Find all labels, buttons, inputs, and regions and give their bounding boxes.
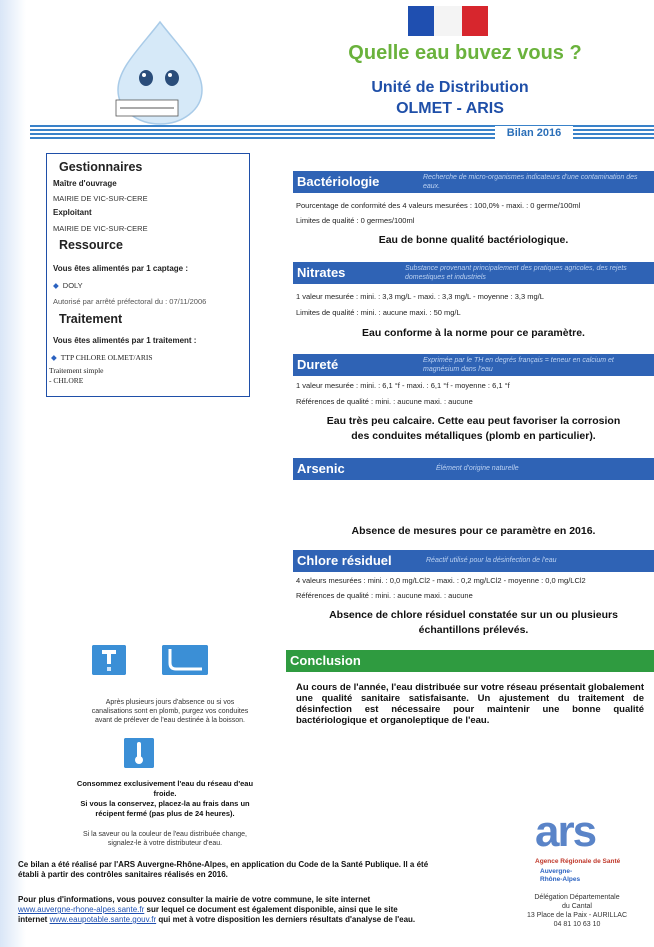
section-description: Recherche de micro-organismes indicateurs d'une contamination des eaux. xyxy=(423,174,638,190)
pipe-icon xyxy=(162,645,208,675)
exploitant-value: MAIRIE DE VIC-SUR-CERE xyxy=(53,224,148,233)
footer-info xyxy=(18,895,498,925)
section-bacteriologie xyxy=(293,171,654,193)
section-conclusion xyxy=(286,650,654,672)
delegation-address xyxy=(500,893,654,929)
section-description: Élément d'origine naturelle xyxy=(436,465,519,472)
unit-name: OLMET - ARIS xyxy=(396,100,504,117)
cold-water-line2: froide. xyxy=(153,789,177,798)
bullet-icon: ◆ xyxy=(51,353,57,362)
durete-verdict-line2: des conduites métalliques (plomb en particulier). xyxy=(351,430,596,442)
bacterio-limits: Limites de qualité : 0 germes/100ml xyxy=(296,216,415,225)
nitrates-verdict: Eau conforme à la norme pour ce paramètre. xyxy=(362,327,585,339)
change-advice-line1: Si la saveur ou la couleur de l'eau distribuée change, xyxy=(83,831,247,838)
bacterio-measure: Pourcentage de conformité des 4 valeurs mesurées : 100,0% - maxi. : 0 germe/100ml xyxy=(296,201,581,210)
bullet-icon: ◆ xyxy=(53,281,59,290)
section-description: Substance provenant principalement des pratiques agricoles, des rejets domestiques et industriels xyxy=(405,265,627,281)
section-arsenic xyxy=(293,458,654,480)
footer-note xyxy=(18,860,498,880)
traitement-detail: - CHLORE xyxy=(49,376,84,385)
deleg-line3: 13 Place de la Paix - AURILLAC xyxy=(527,912,627,919)
cold-water-line1: Consommez exclusivement l'eau du réseau d'eau xyxy=(76,779,254,788)
change-advice-line2: signalez-le à votre distributeur d'eau. xyxy=(107,840,223,847)
deleg-line4: 04 81 10 63 10 xyxy=(553,921,601,928)
section-description: Réactif utilisé pour la désinfection de l'eau xyxy=(426,557,557,564)
ars-region xyxy=(540,868,580,884)
ars-logo-text: ars xyxy=(535,807,596,856)
footer-info-line3-pre: internet xyxy=(18,915,50,924)
section-durete xyxy=(293,354,654,376)
footer-note-line1: Ce bilan a été réalisé par l'ARS Auvergne-Rhône-Alpes, en application du Code de la Santé Publique. Il a été xyxy=(18,860,429,869)
absence-advice-line1: Après plusieurs jours d'absence ou si vos xyxy=(105,699,235,706)
section-chlore xyxy=(293,550,654,572)
arrete-text: Autorisé par arrêté préfectoral du : 07/11/2006 xyxy=(53,297,207,306)
ars-region-line2: Rhône-Alpes xyxy=(540,876,581,883)
eaupotable-link[interactable]: www.eaupotable.sante.gouv.fr xyxy=(49,915,157,924)
chlore-references: Références de qualité : mini. : aucune maxi. : aucune xyxy=(296,591,473,600)
deleg-line2: du Cantal xyxy=(562,903,592,910)
section-title: Dureté xyxy=(297,357,339,372)
tap-icon xyxy=(92,645,126,675)
chlore-measure: 4 valeurs mesurées : mini. : 0,0 mg/LCl2 - maxi. : 0,2 mg/LCl2 - moyenne : 0,0 mg/LCl2 xyxy=(296,576,586,585)
water-drop-mascot-image xyxy=(100,18,220,128)
traitement-text: Vous êtes alimentés par 1 traitement : xyxy=(53,336,197,345)
scan-edge-tint xyxy=(0,0,26,947)
footer-info-mid: sur lequel ce document est également disponible, ainsi que le site xyxy=(144,905,398,914)
exploitant-label: Exploitant xyxy=(53,208,92,217)
conclusion-text: Au cours de l'année, l'eau distribuée sur votre réseau présentait globalement une qualité sanitaire satisfaisante. Un ajustement du traitement de désinfection est nécessaire pour maintenir une bonne qualité bactériologique et organoleptique de l'eau. xyxy=(296,682,644,726)
cold-water-line3: Si vous la conservez, placez-la au frais dans un xyxy=(80,799,250,808)
french-flag-logo xyxy=(408,6,488,36)
ars-agency-name: Agence Régionale de Santé xyxy=(535,858,621,865)
footer-note-line2: établi à partir des contrôles sanitaires réalisés en 2016. xyxy=(18,870,228,879)
ressource-heading: Ressource xyxy=(59,238,123,252)
page-title: Quelle eau buvez vous ? xyxy=(348,42,582,64)
section-nitrates xyxy=(293,262,654,284)
arsenic-verdict: Absence de mesures pour ce paramètre en 2016. xyxy=(351,525,596,537)
nitrates-measure: 1 valeur mesurée : mini. : 3,3 mg/L - maxi. : 3,3 mg/L - moyenne : 3,3 mg/L xyxy=(296,292,544,301)
conclusion-title: Conclusion xyxy=(290,653,361,668)
maitre-label: Maître d'ouvrage xyxy=(53,179,117,188)
section-title: Chlore résiduel xyxy=(297,553,392,568)
footer-info-line1: Pour plus d'informations, vous pouvez consulter la mairie de votre commune, le site internet xyxy=(18,895,371,904)
absence-advice-line2: canalisations sont en plomb, purgez vos conduites xyxy=(91,708,249,715)
captage-name: DOLY xyxy=(62,281,83,290)
section-title: Arsenic xyxy=(297,461,345,476)
traitement-name: TTP CHLORE OLMET/ARIS xyxy=(60,353,153,362)
footer-info-line3-post: qui met à votre disposition les derniers résultats d'analyse de l'eau. xyxy=(156,915,416,924)
maitre-value: MAIRIE DE VIC-SUR-CERE xyxy=(53,194,148,203)
cold-water-line4: récipent fermé (pas plus de 24 heures). xyxy=(95,809,235,818)
durete-references: Références de qualité : mini. : aucune maxi. : aucune xyxy=(296,397,473,406)
thermometer-icon xyxy=(124,738,154,768)
bilan-year: Bilan 2016 xyxy=(495,126,573,140)
gestionnaires-heading: Gestionnaires xyxy=(59,160,143,174)
absence-advice-line3: avant de prélever de l'eau destinée à la boisson. xyxy=(95,717,245,724)
captage-text: Vous êtes alimentés par 1 captage : xyxy=(53,264,189,273)
nitrates-limits: Limites de qualité : mini. : aucune maxi. : 50 mg/L xyxy=(296,308,461,317)
chlore-verdict-line1: Absence de chlore résiduel constatée sur un ou plusieurs xyxy=(329,609,618,621)
traitement-type: Traitement simple xyxy=(49,366,104,375)
section-title: Nitrates xyxy=(297,265,346,280)
ars-region-line1: Auvergne- xyxy=(540,868,573,875)
captage-item xyxy=(53,281,83,290)
section-title: Bactériologie xyxy=(297,174,380,189)
chlore-verdict-line2: échantillons prélevés. xyxy=(418,624,529,636)
unit-label: Unité de Distribution xyxy=(371,79,529,96)
section-description: Exprimée par le TH en degrés français = teneur en calcium et magnésium dans l'eau xyxy=(423,357,614,373)
info-box xyxy=(46,153,250,397)
deleg-line1: Délégation Départementale xyxy=(534,894,620,901)
traitement-heading: Traitement xyxy=(59,312,123,326)
durete-measure: 1 valeur mesurée : mini. : 6,1 °f - maxi. : 6,1 °f - moyenne : 6,1 °f xyxy=(296,381,510,390)
traitement-item xyxy=(51,353,153,362)
bacterio-verdict: Eau de bonne qualité bactériologique. xyxy=(378,234,569,246)
durete-verdict-line1: Eau très peu calcaire. Cette eau peut favoriser la corrosion xyxy=(326,415,621,427)
ars-website-link[interactable]: www.auvergne-rhone-alpes.sante.fr xyxy=(18,905,145,914)
